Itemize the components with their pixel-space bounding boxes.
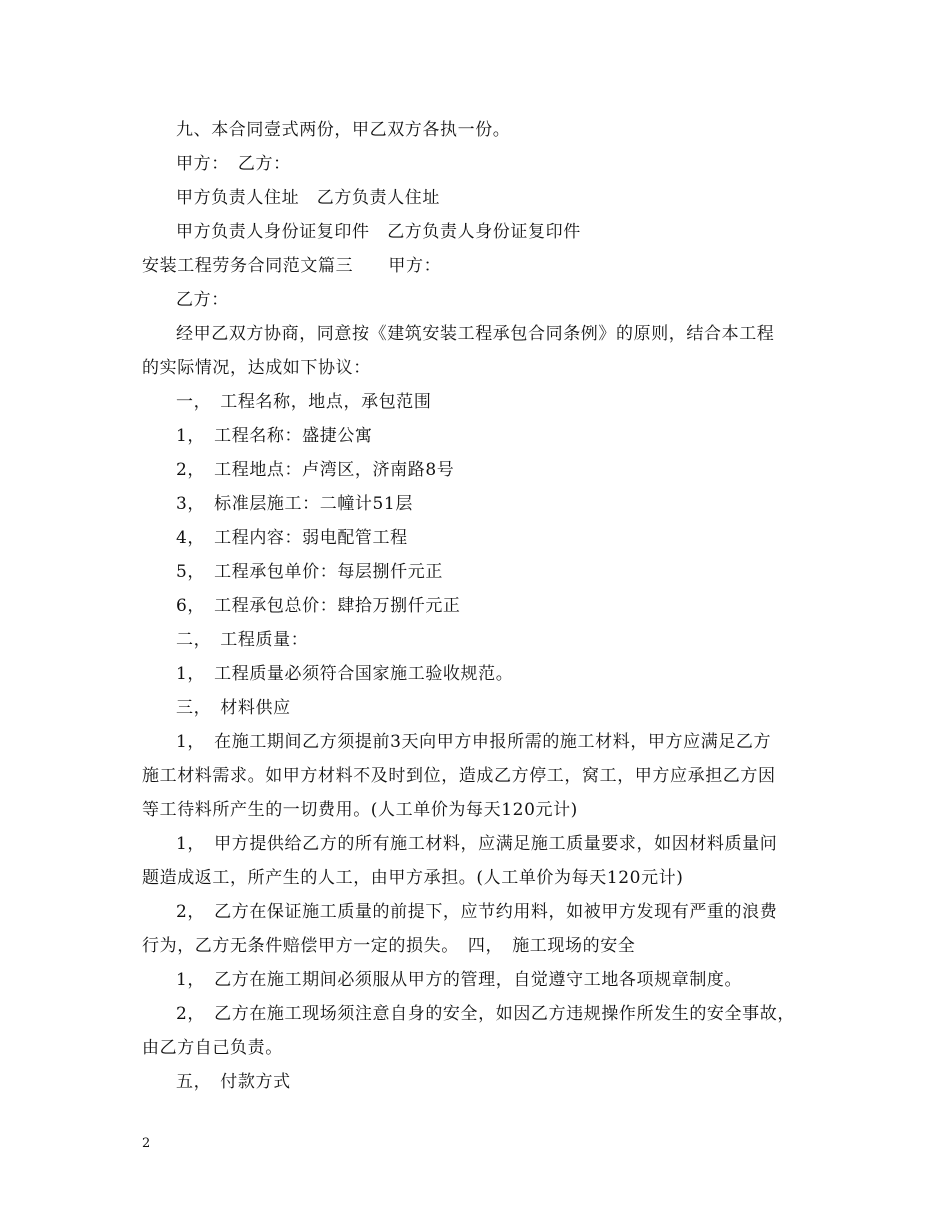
text-line: 五， 付款方式 — [176, 1072, 291, 1092]
text-line: 4， 工程内容：弱电配管工程 — [176, 528, 408, 548]
text-line: 2， 乙方在保证施工质量的前提下，应节约用料，如被甲方发现有严重的浪费 — [176, 902, 778, 922]
text-line: 甲方负责人住址 乙方负责人住址 — [176, 188, 440, 208]
text-line: 由乙方自己负责。 — [142, 1038, 283, 1058]
text-line: 三， 材料供应 — [176, 698, 291, 718]
text-line: 行为，乙方无条件赔偿甲方一定的损失。 四， 施工现场的安全 — [142, 936, 636, 956]
text-line: 1， 工程质量必须符合国家施工验收规范。 — [176, 664, 514, 684]
text-line: 3， 标准层施工：二幢计51层 — [176, 494, 413, 514]
text-line: 6， 工程承包总价：肆拾万捌仟元正 — [176, 596, 461, 616]
text-line: 1， 工程名称：盛捷公寓 — [176, 426, 373, 446]
text-line: 的实际情况，达成如下协议： — [142, 358, 371, 378]
text-line: 经甲乙双方协商，同意按《建筑安装工程承包合同条例》的原则，结合本工程 — [176, 324, 775, 344]
text-line: 施工材料需求。如甲方材料不及时到位，造成乙方停工，窝工，甲方应承担乙方因 — [142, 766, 776, 786]
text-line: 1， 乙方在施工期间必须服从甲方的管理，自觉遵守工地各项规章制度。 — [176, 970, 743, 990]
text-line: 5， 工程承包单价：每层捌仟元正 — [176, 562, 443, 582]
text-line: 乙方： — [176, 290, 229, 310]
page-number: 2 — [142, 1136, 151, 1151]
text-line: 二， 工程质量： — [176, 630, 309, 650]
text-line: 九、本合同壹式两份，甲乙双方各执一份。 — [176, 120, 511, 140]
text-line: 一， 工程名称，地点，承包范围 — [176, 392, 432, 412]
text-line: 2， 乙方在施工现场须注意自身的安全，如因乙方违规操作所发生的安全事故， — [176, 1004, 795, 1024]
text-line: 2， 工程地点：卢湾区，济南路8号 — [176, 460, 455, 480]
text-line: 题造成返工，所产生的人工，由甲方承担。(人工单价为每天120元计) — [142, 868, 684, 888]
text-line: 甲方： 乙方： — [176, 154, 291, 174]
text-line: 1， 甲方提供给乙方的所有施工材料，应满足施工质量要求，如因材料质量问 — [176, 834, 778, 854]
section-heading: 安装工程劳务合同范文篇三 甲方： — [142, 256, 442, 276]
text-line: 1， 在施工期间乙方须提前3天向甲方申报所需的施工材料，甲方应满足乙方 — [176, 732, 772, 752]
text-line: 甲方负责人身份证复印件 乙方负责人身份证复印件 — [176, 222, 581, 242]
text-line: 等工待料所产生的一切费用。(人工单价为每天120元计) — [142, 800, 578, 820]
